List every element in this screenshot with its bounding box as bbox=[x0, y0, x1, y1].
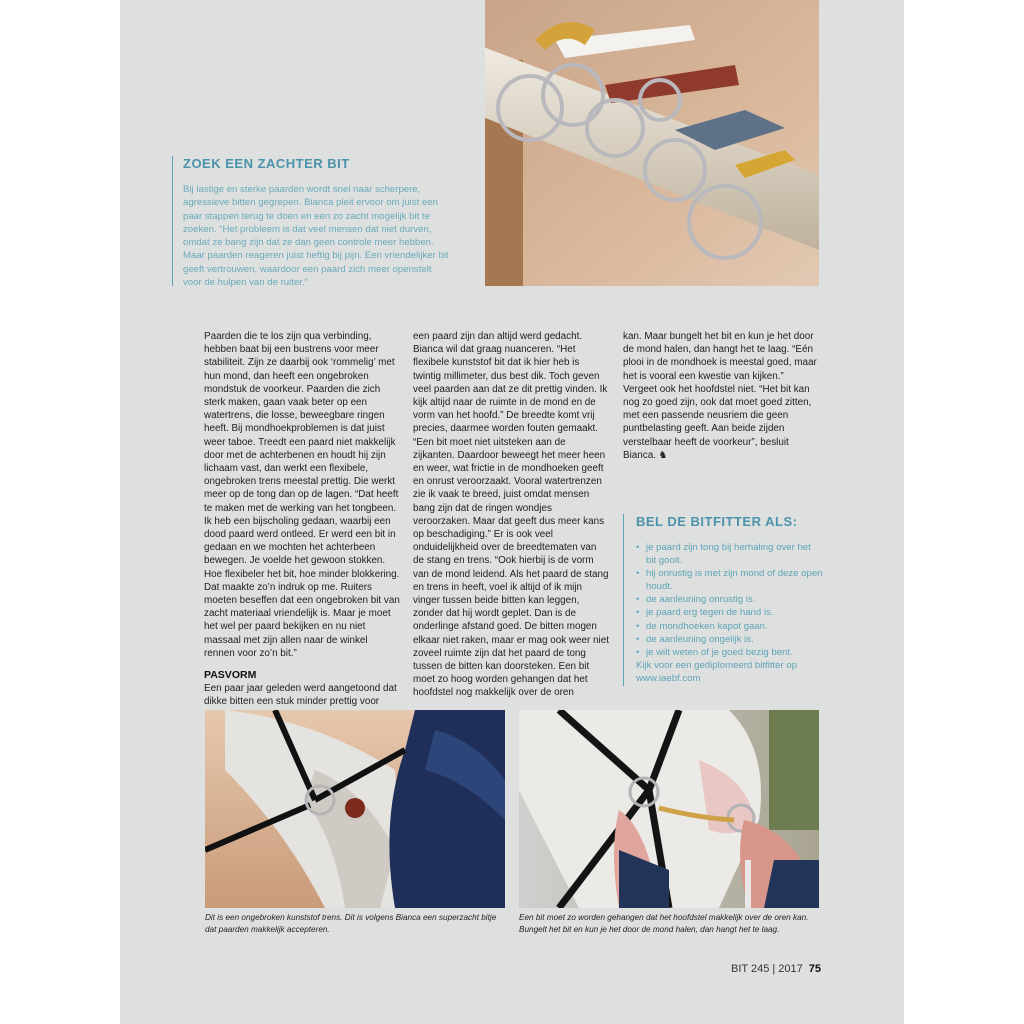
horse-bit-photo-left bbox=[205, 710, 505, 908]
caption-right: Een bit moet zo worden gehangen dat het hoofdstel makkelijk over de oren kan. Bungelt het bit en kun je het door de mond halen, dan hangt het te laag. bbox=[519, 913, 809, 934]
article-column-2 bbox=[413, 330, 609, 700]
bits-photo bbox=[485, 0, 819, 286]
issue-label: BIT 245 | 2017 bbox=[730, 963, 803, 975]
box-title: BEL DE BITFITTER ALS: bbox=[636, 514, 798, 529]
bitfitter-box bbox=[623, 514, 823, 686]
article-text-2: een paard zijn dan altijd werd gedacht. Bianca wil dat graag nuanceren. “Het flexibele kunststof bit dat ik hier heb is twintig millimeter, dus best dik. Toch geven veel paarden aan dat ze dit prettig vinden. Ik kijk altijd naar de ruimte in de mond en de vorm van het hoofd.” De breedte komt vrij precies, daarmee worden fouten gemaakt. “Een bit moet niet uitsteken aan de zijkanten. Daardoor beweegt het meer heen en weer, wat frictie in de mondhoeken geeft en onrust veroorzaakt. Vooral watertrenzen zie ik vaak te breed, juist omdat mensen bang zijn dat de ringen wondjes veroorzaken. Maar dat geeft dus meer kans op beschadiging.” Er is ook veel onduidelijkheid over de breedtematen van de stang en trens. “Ook hierbij is de vorm van de mond leidend. Als het paard de stang en trens in heeft, voel ik altijd of ik mijn vinger tussen beide bitten kan leggen, zonder dat hij wordt geplet. Dan is de onderlinge afstand goed. De bitten mogen elkaar niet raken, maar er mag ook weer niet zoveel ruimte zijn dat het paard de tong tussen de bitten kan doorsteken. Een bit moet zo hoog worden gehangen dat het hoofdstel nog makkelijk over de oren bbox=[413, 331, 609, 699]
sidebar-box bbox=[172, 156, 450, 289]
list-item: • de aanleuning ongelijk is. bbox=[636, 633, 823, 646]
article-text-1: Paarden die te los zijn qua verbinding, hebben baat bij een bustrens voor meer stabiliteit. Zijn ze daarbij ook ‘rommelig’ met hun mond, dan heeft een ongebroken mondstuk de voorkeur. Paarden die zich sterk maken, gaan vaak beter op een watertrens, die losse, beweegbare ringen heeft. Bij mondhoekproblemen is dat juist weer taboe. Treedt een paard niet makkelijk door met de achterbenen en houdt hij zijn lichaam vast, dan werkt een flexibele, ongebroken trens meestal prettig. Die werkt meer op de tong dan op de lagen. “Dat heeft te maken met de werking van het tongbeen. Ik heb een bijscholing gedaan, waarbij een dood paard werd ontleed. Er werd een bit in gedaan en we mochten het achterbeen bewegen. Je voelde het gewoon stokken. Hoe flexibeler het bit, hoe minder blokkering. Dat maakte zo’n indruk op me. Ruiters moeten beseffen dat een ongebroken bit van zacht materiaal vriendelijk is. Maar je moet het wel per paard bekijken en nu niet massaal met zijn allen naar de winkel rennen voor zo’n bit.” bbox=[204, 331, 400, 659]
article-column-1 bbox=[204, 330, 400, 709]
section-heading: PASVORM bbox=[204, 669, 257, 682]
box-list bbox=[636, 541, 823, 659]
box-tail: Kijk voor een gediplomeerd bitfitter op www.iaebf.com bbox=[636, 659, 798, 684]
horse-bit-photo-right bbox=[519, 710, 819, 908]
sidebar-title: ZOEK EEN ZACHTER BIT bbox=[183, 156, 350, 171]
list-item: • je wilt weten of je goed bezig bent. bbox=[636, 646, 823, 659]
article-text-1b: Een paar jaar geleden werd aangetoond dat dikke bitten een stuk minder prettig voor bbox=[204, 683, 397, 708]
list-item: • de aanleuning onrustig is. bbox=[636, 593, 823, 606]
sidebar-text: Bij lastige en sterke paarden wordt snel naar scherpere, agressieve bitten gegrepen. Bianca pleit ervoor om juist een paar stappen terug te doen en een zo zacht mogelijk bit te zoeken. “Het probleem is dat veel mensen dat niet durven, omdat ze bang zijn dat ze dan geen controle meer hebben. Maar paarden reageren juist heftig bij pijn. Een vriendelijker bit geeft vertrouwen, waardoor een paard zich meer openstelt voor de hulpen van de ruiter.” bbox=[183, 184, 449, 289]
list-item: • je paard erg tegen de hand is. bbox=[636, 606, 823, 619]
list-item: • hij onrustig is met zijn mond of deze open houdt. bbox=[636, 567, 823, 593]
list-item: • de mondhoeken kapot gaan. bbox=[636, 620, 823, 633]
page-number: 75 bbox=[808, 963, 821, 975]
article-text-3: kan. Maar bungelt het bit en kun je het door de mond halen, dan hangt het te laag. “Eén plooi in de mondhoek is meestal goed, maar het is vooral een kwestie van kijken.” Vergeet ook het hoofdstel niet. “Het bit kan nog zo goed zijn, ook dat moet goed zitten, met een passende neusriem die geen puntbelasting geeft. Aan beide zijden verstelbaar heeft de voorkeur”, besluit Bianca. ♞ bbox=[623, 331, 817, 461]
caption-left: Dit is een ongebroken kunststof trens. Dit is volgens Bianca een superzacht bitje dat paarden makkelijk accepteren. bbox=[205, 913, 497, 934]
page-footer bbox=[731, 963, 821, 975]
article-column-3 bbox=[623, 330, 819, 462]
list-item: • je paard zijn tong bij herhaling over het bit gooit. bbox=[636, 541, 823, 567]
